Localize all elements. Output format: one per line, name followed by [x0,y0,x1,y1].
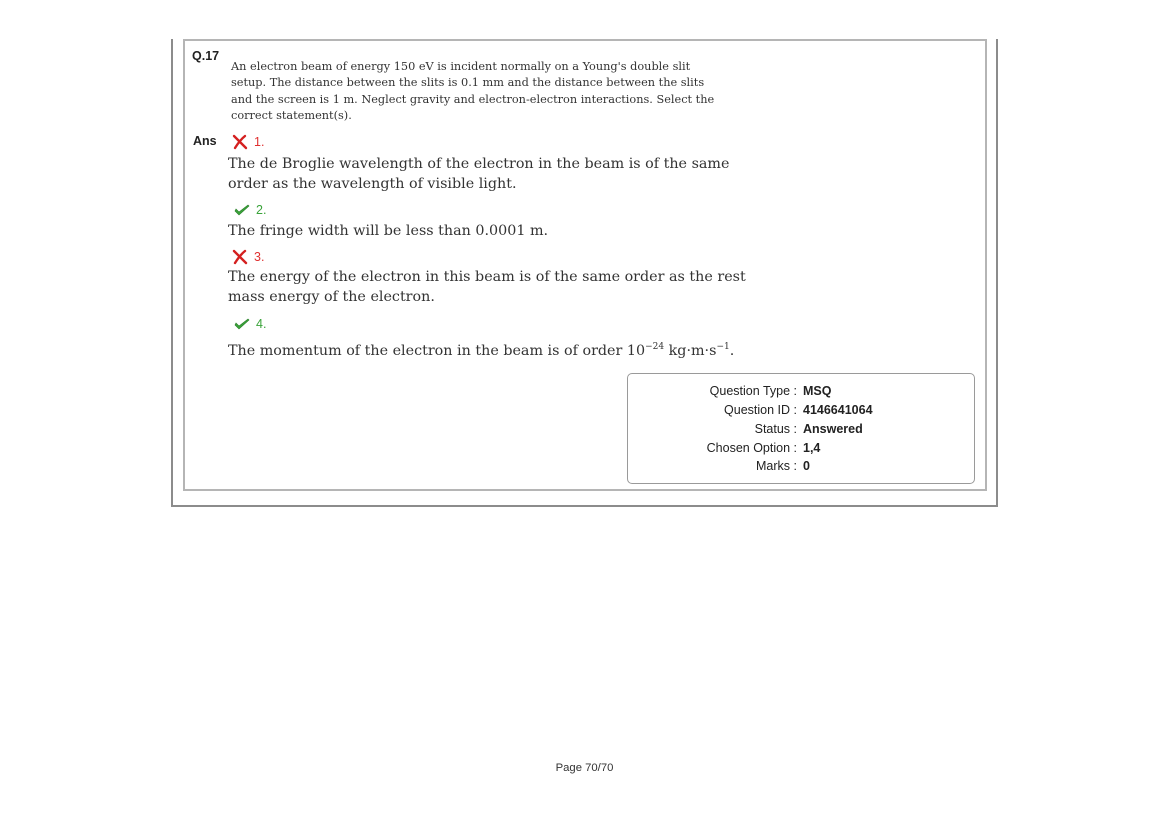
chosen-option-label: Chosen Option : [706,441,797,455]
chosen-option-row [628,441,974,459]
option-4-exponent-2: −1 [716,342,730,352]
question-type-row [628,384,974,402]
question-number: Q.17 [192,49,220,63]
option-4-text-mid: kg·m·s [664,342,717,359]
option-4-exponent-1: −24 [645,342,665,352]
option-1-number: 1. [254,135,265,149]
status-row [628,422,974,440]
question-id-row [628,403,974,421]
cross-icon [232,134,250,150]
check-icon [234,202,252,218]
status-value: Answered [803,422,863,436]
question-id-label: Question ID : [724,403,797,417]
cross-icon [232,249,250,265]
option-2-number: 2. [256,203,267,217]
option-3-number: 3. [254,250,265,264]
option-3-header [232,249,264,265]
question-id-value: 4146641064 [803,403,873,417]
option-4-text [228,338,748,361]
option-4-number: 4. [256,317,267,331]
status-label: Status : [754,422,797,436]
option-2-text: The fringe width will be less than 0.0001 m. [228,223,549,239]
marks-label: Marks : [756,459,797,473]
question-info-box [627,373,975,484]
marks-value: 0 [803,459,810,473]
answer-label: Ans [193,134,217,148]
marks-row [628,459,974,477]
chosen-option-value: 1,4 [803,441,821,455]
option-1-header [232,134,264,150]
question-text: An electron beam of energy 150 eV is incident normally on a Young's double slit setup. The distance between the slits is 0.1 mm and the distance between the slits and the screen is 1 m. Neglect gravity and electron-electron interactions. Select the correct statement(s). [231,60,715,122]
question-type-label: Question Type : [709,384,797,398]
option-4-header [234,316,266,332]
check-icon [234,316,252,332]
option-3-text: The energy of the electron in this beam is of the same order as the rest mass energy of the electron. [228,269,746,305]
page-number: Page 70/70 [555,762,614,774]
question-type-value: MSQ [803,384,832,398]
option-2-header [234,202,266,218]
option-4-text-after: . [729,342,735,359]
option-4-text-before: The momentum of the electron in the beam is of order 10 [228,342,646,359]
option-1-text: The de Broglie wavelength of the electron in the beam is of the same order as the wavelength of visible light. [228,156,730,192]
